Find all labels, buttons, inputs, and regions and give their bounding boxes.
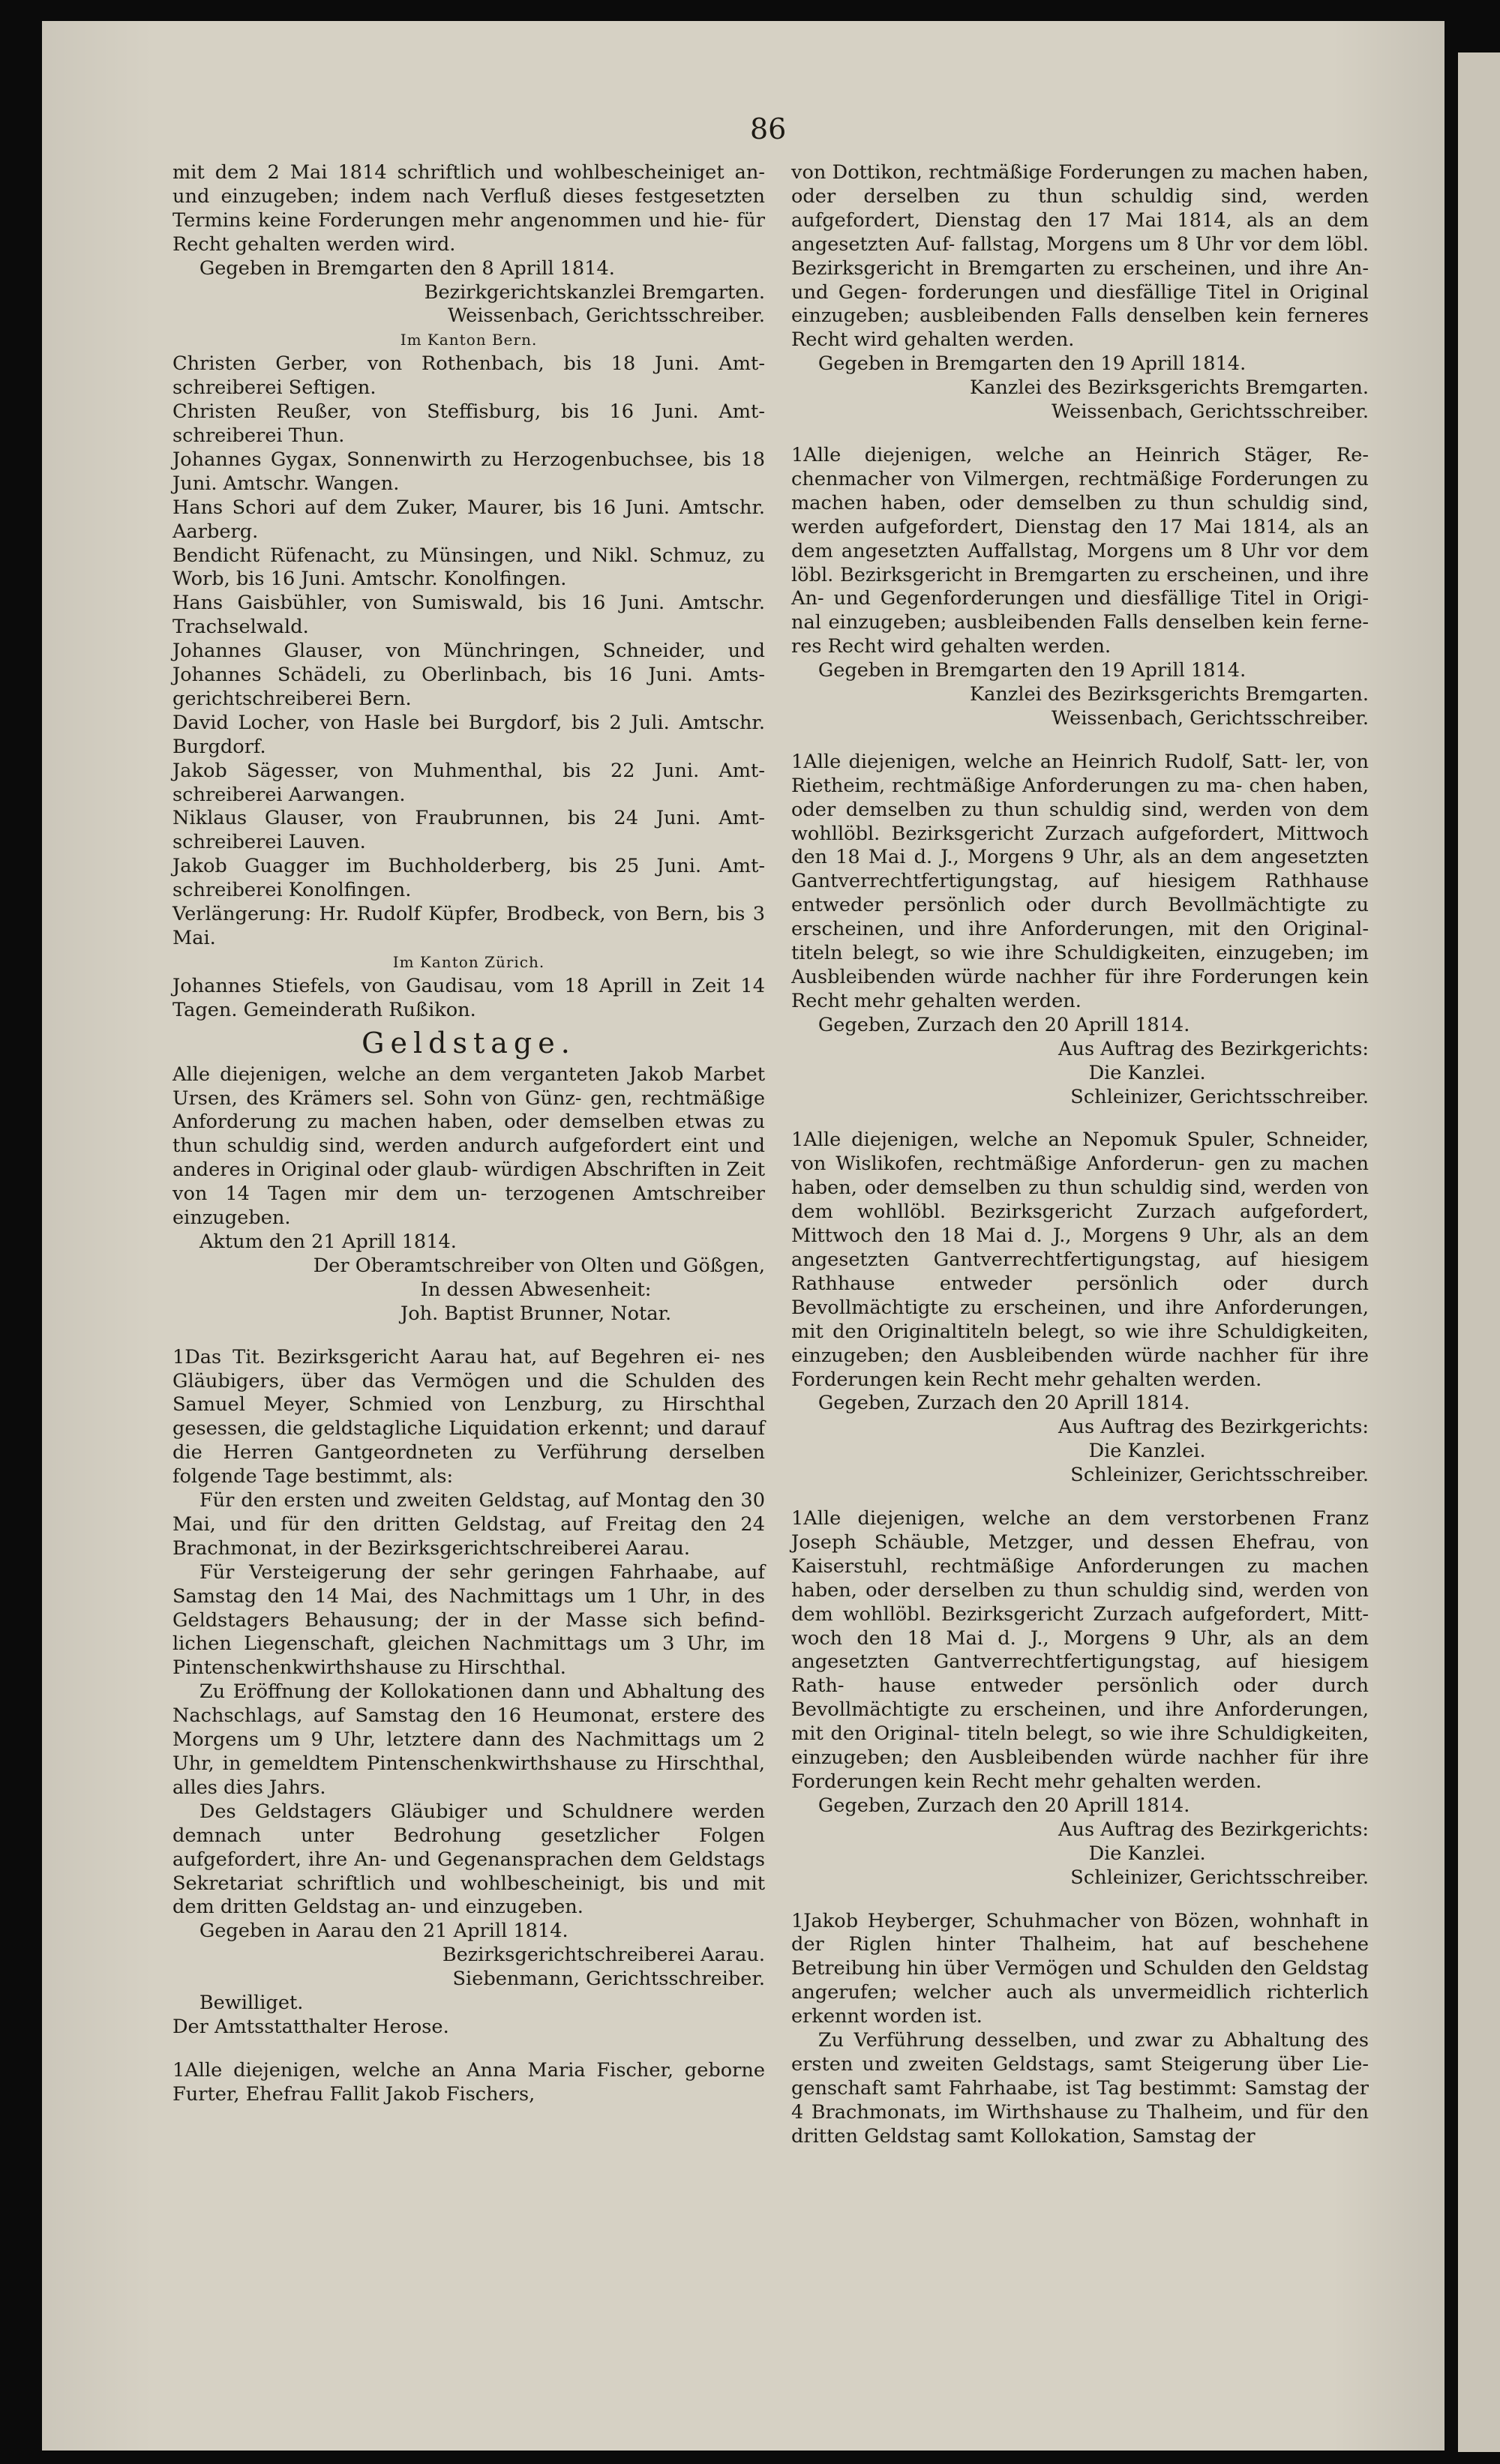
text-paragraph: Alle diejenigen, welche an dem verganteten Jakob Marbet Ursen, des Krämers sel. Sohn von Günz- gen, rechtmäßige Anforderung zu machen haben, oder demselben etwas zu thun schuldig sind, werden andurch aufgefordert eint und anderes in Original oder glaub- würdigen Abschriften in Zeit von 14 Tagen mir dem un- terzogenen Amtschreiber einzugeben. <box>172 1063 765 1230</box>
paragraph-gap <box>791 424 1369 444</box>
text-paragraph: 1Alle diejenigen, welche an dem verstorbenen Franz Joseph Schäuble, Metzger, und dessen Ehefrau, von Kaiserstuhl, rechtmäßige Anforderungen zu machen haben, oder derselben zu thun schuldig sind, werden von dem wohllöbl. Bezirksgericht Zurzach aufgefordert, Mitt- woch den 18 Mai d. J., Morgens 9 Uhr, als an dem angesetzten Gantverrechtfertigungstag, auf hiesigem Rath- hause entweder persönlich oder durch Bevollmächtigte zu erscheinen, und ihre Anforderungen, mit den Original- titeln belegt, so wie ihre Schuldigkeiten, einzugeben; den Ausbleibenden würde nachher für ihre Forderungen kein Recht mehr gehalten werden. <box>791 1507 1369 1793</box>
right-column <box>791 161 1369 2149</box>
signature-line: Die Kanzlei. <box>1088 1440 1206 1463</box>
section-heading: Im Kanton Bern. <box>400 331 538 349</box>
text-paragraph: Zu Verführung desselben, und zwar zu Abhaltung des ersten und zweiten Geldstags, samt Steigerung über Lie- genschaft samt Fahrhaabe, ist Tag bestimmt: Samstag der 4 Brachmonats, im Wirthshause zu Thalheim, und für den dritten Geldstag samt Kollokation, Samstag der <box>791 2029 1369 2148</box>
signature-line: Weissenbach, Gerichtsschreiber. <box>1051 400 1369 424</box>
text-paragraph: 1Alle diejenigen, welche an Nepomuk Spuler, Schneider, von Wislikofen, rechtmäßige Anforderun- gen zu machen haben, oder demselben zu thun schuldig sind, werden von dem wohllöbl. Bezirksgericht Zurzach aufgefordert, Mittwoch den 18 Mai d. J., Morgens 9 Uhr, als an dem angesetzten Gantverrechtfertigungstag, auf hiesigem Rathhause entweder persönlich oder durch Bevollmächtigte zu erscheinen, und ihre Anforderungen, mit den Originaltiteln belegt, so wie ihre Schuldigkeiten, einzugeben; den Ausbleibenden würde nachher für ihre Forderungen kein Recht mehr gehalten werden. <box>791 1129 1369 1391</box>
signature-line: Schleinizer, Gerichtsschreiber. <box>1070 1085 1369 1108</box>
signature-line: In dessen Abwesenheit: <box>420 1278 652 1301</box>
text-paragraph: Für den ersten und zweiten Geldstag, auf Montag den 30 Mai, und für den dritten Geldstag, auf Freitag den 24 Brachmonat, in der Bezirksgerichtschreiberei Aarau. <box>172 1489 765 1560</box>
text-paragraph: Johannes Stiefels, von Gaudisau, vom 18 Aprill in Zeit 14 Tagen. Gemeinderath Rußikon. <box>172 974 765 1021</box>
text-paragraph: Des Geldstagers Gläubiger und Schuldnere werden demnach unter Bedrohung gesetzlicher Folgen aufgefordert, ihre An- und Gegenansprachen dem Geldstags Sekretariat schriftlich und wohlbescheinigt, bis und mit dem dritten Geldstag an- und einzugeben. <box>172 1800 765 1919</box>
section-heading: Im Kanton Zürich. <box>392 952 545 971</box>
section-title: Geldstage. <box>362 1026 576 1060</box>
text-paragraph: Gegeben in Bremgarten den 8 Aprill 1814. <box>199 256 615 280</box>
text-paragraph: David Locher, von Hasle bei Burgdorf, bis 2 Juli. Amtschr. Burgdorf. <box>172 711 765 758</box>
text-paragraph: Jakob Sägesser, von Muhmenthal, bis 22 Juni. Amt- schreiberei Aarwangen. <box>172 759 765 806</box>
text-paragraph: Der Amtsstatthalter Herose. <box>172 2015 449 2038</box>
text-paragraph: Christen Gerber, von Rothenbach, bis 18 Juni. Amt- schreiberei Seftigen. <box>172 352 765 400</box>
signature-line: Bezirkgerichtskanzlei Bremgarten. <box>424 280 765 304</box>
text-paragraph: Aktum den 21 Aprill 1814. <box>199 1230 457 1253</box>
signature-line: Kanzlei des Bezirksgerichts Bremgarten. <box>969 683 1369 706</box>
text-paragraph: Niklaus Glauser, von Fraubrunnen, bis 24 Juni. Amt- schreiberei Lauven. <box>172 807 765 854</box>
signature-line: Der Oberamtschreiber von Olten und Gößgen, <box>313 1254 765 1277</box>
text-paragraph: Gegeben in Bremgarten den 19 Aprill 1814. <box>818 352 1246 376</box>
text-paragraph: Hans Schori auf dem Zuker, Maurer, bis 16 Juni. Amtschr. Aarberg. <box>172 496 765 543</box>
signature-line: Aus Auftrag des Bezirkgerichts: <box>1058 1416 1369 1439</box>
signature-line: Siebenmann, Gerichtsschreiber. <box>452 1968 765 1991</box>
text-paragraph: Gegeben, Zurzach den 20 Aprill 1814. <box>818 1392 1190 1415</box>
signature-line: Bezirksgerichtschreiberei Aarau. <box>442 1944 765 1967</box>
page-number: 86 <box>750 112 787 145</box>
paragraph-gap <box>791 1890 1369 1910</box>
text-paragraph: Verlängerung: Hr. Rudolf Küpfer, Brodbeck, von Bern, bis 3 Mai. <box>172 903 765 949</box>
text-paragraph: Gegeben, Zurzach den 20 Aprill 1814. <box>818 1013 1190 1036</box>
paragraph-gap <box>791 1109 1369 1129</box>
paragraph-gap <box>791 731 1369 751</box>
signature-line: Aus Auftrag des Bezirkgerichts: <box>1058 1818 1369 1841</box>
text-paragraph: 1Alle diejenigen, welche an Heinrich Stäger, Re- chenmacher von Vilmergen, rechtmäßige Forderungen zu machen haben, oder demselben zu thun schuldig sind, werden aufgefordert, Dienstag den 17 Mai 1814, als an dem angesetzten Auffallstag, Morgens um 8 Uhr vor dem löbl. Bezirksgericht in Bremgarten zu erscheinen, und ihre An- und Gegenforderungen und diesfällige Titel in Origi- nal einzugeben; ausbleibenden Falls denselben kein ferne- res Recht wird gehalten werden. <box>791 443 1369 658</box>
text-paragraph: 1Das Tit. Bezirksgericht Aarau hat, auf Begehren ei- nes Gläubigers, über das Vermögen und die Schulden des Samuel Meyer, Schmied von Lenzburg, zu Hirschthal gesessen, die geldstagliche Liquidation erkennt; und darauf die Herren Gantgeordneten zu Verführung derselben folgende Tage bestimmt, als: <box>172 1345 765 1488</box>
text-paragraph: Jakob Guagger im Buchholderberg, bis 25 Juni. Amt- schreiberei Konolfingen. <box>172 855 765 902</box>
text-paragraph: 1Jakob Heyberger, Schuhmacher von Bözen, wohnhaft in der Riglen hinter Thalheim, hat auf beschehene Betreibung hin über Vermögen und Schulden den Geldstag angerufen; welcher auch als unvermeidlich richterlich erkennt worden ist. <box>791 1909 1369 2028</box>
text-paragraph: von Dottikon, rechtmäßige Forderungen zu machen haben, oder derselben zu thun schuldig sind, werden aufgefordert, Dienstag den 17 Mai 1814, als an dem angesetzten Auf- fallstag, Morgens um 8 Uhr vor dem löbl. Bezirksgericht in Bremgarten zu erscheinen, und ihre An- und Gegen- forderungen und diesfällige Titel in Original einzugeben; ausbleibenden Falls denselben kein ferneres Recht wird gehalten werden. <box>791 161 1369 352</box>
text-paragraph: Bendicht Rüfenacht, zu Münsingen, und Nikl. Schmuz, zu Worb, bis 16 Juni. Amtschr. Konolfingen. <box>172 544 765 591</box>
signature-line: Aus Auftrag des Bezirkgerichts: <box>1058 1037 1369 1060</box>
signature-line: Weissenbach, Gerichtsschreiber. <box>447 304 765 328</box>
signature-line: Kanzlei des Bezirksgerichts Bremgarten. <box>969 376 1369 400</box>
text-paragraph: Bewilliget. <box>199 1992 304 2015</box>
text-paragraph: Zu Eröffnung der Kollokationen dann und Abhaltung des Nachschlags, auf Samstag den 16 Heumonat, erstere des Morgens um 9 Uhr, letztere dann des Nachmittags um 2 Uhr, in gemeldtem Pintenschenkwirthshause zu Hirschthal, alles dies Jahrs. <box>172 1680 765 1799</box>
text-paragraph: Hans Gaisbühler, von Sumiswald, bis 16 Juni. Amtschr. Trachselwald. <box>172 592 765 639</box>
text-paragraph: Johannes Glauser, von Münchringen, Schneider, und Johannes Schädeli, zu Oberlinbach, bis 16 Juni. Amts- gerichtschreiberei Bern. <box>172 640 765 710</box>
signature-line: Die Kanzlei. <box>1088 1061 1206 1084</box>
paragraph-gap <box>172 1326 765 1346</box>
text-paragraph: mit dem 2 Mai 1814 schriftlich und wohlbescheiniget an- und einzugeben; indem nach Verfluß dieses festgesetzten Termins keine Forderungen mehr angenommen und hie- für Recht gehalten werden wird. <box>172 161 765 256</box>
text-paragraph: Christen Reußer, von Steffisburg, bis 16 Juni. Amt- schreiberei Thun. <box>172 400 765 447</box>
adjacent-page-edge <box>1458 52 1500 2452</box>
signature-line: Schleinizer, Gerichtsschreiber. <box>1070 1464 1369 1487</box>
text-paragraph: Johannes Gygax, Sonnenwirth zu Herzogenbuchsee, bis 18 Juni. Amtschr. Wangen. <box>172 448 765 495</box>
signature-line: Schleinizer, Gerichtsschreiber. <box>1070 1866 1369 1889</box>
paragraph-gap <box>172 2040 765 2059</box>
text-paragraph: Gegeben, Zurzach den 20 Aprill 1814. <box>818 1794 1190 1817</box>
text-paragraph: Gegeben in Aarau den 21 Aprill 1814. <box>199 1920 568 1943</box>
text-paragraph: Für Versteigerung der sehr geringen Fahrhaabe, auf Samstag den 14 Mai, des Nachmittags um 1 Uhr, in des Geldstagers Behausung; der in der Masse sich befind- lichen Liegenschaft, gleichen Nachmittags um 3 Uhr, im Pintenschenkwirthshause zu Hirschthal. <box>172 1560 765 1680</box>
signature-line: Die Kanzlei. <box>1088 1842 1206 1865</box>
text-paragraph: 1Alle diejenigen, welche an Heinrich Rudolf, Satt- ler, von Rietheim, rechtmäßige Anforderungen zu ma- chen haben, oder demselben zu thun schuldig sind, werden von dem wohllöbl. Bezirksgericht Zurzach aufgefordert, Mittwoch den 18 Mai d. J., Morgens 9 Uhr, als an dem angesetzten Gantverrechtfertigungstag, auf hiesigem Rathhause entweder persönlich oder durch Bevollmächtigte zu erscheinen, und ihre Anforderungen, mit den Original- titeln belegt, so wie ihre Schuldigkeiten, einzugeben; im Ausbleibenden würde nachher für ihre Forderungen kein Recht mehr gehalten werden. <box>791 750 1369 1012</box>
paragraph-gap <box>791 1488 1369 1507</box>
signature-line: Weissenbach, Gerichtsschreiber. <box>1051 706 1369 730</box>
text-paragraph: Gegeben in Bremgarten den 19 Aprill 1814. <box>818 659 1246 682</box>
left-column <box>172 161 765 2107</box>
text-paragraph: 1Alle diejenigen, welche an Anna Maria Fischer, geborne Furter, Ehefrau Fallit Jakob Fischers, <box>172 2058 765 2106</box>
signature-line: Joh. Baptist Brunner, Notar. <box>400 1302 672 1325</box>
